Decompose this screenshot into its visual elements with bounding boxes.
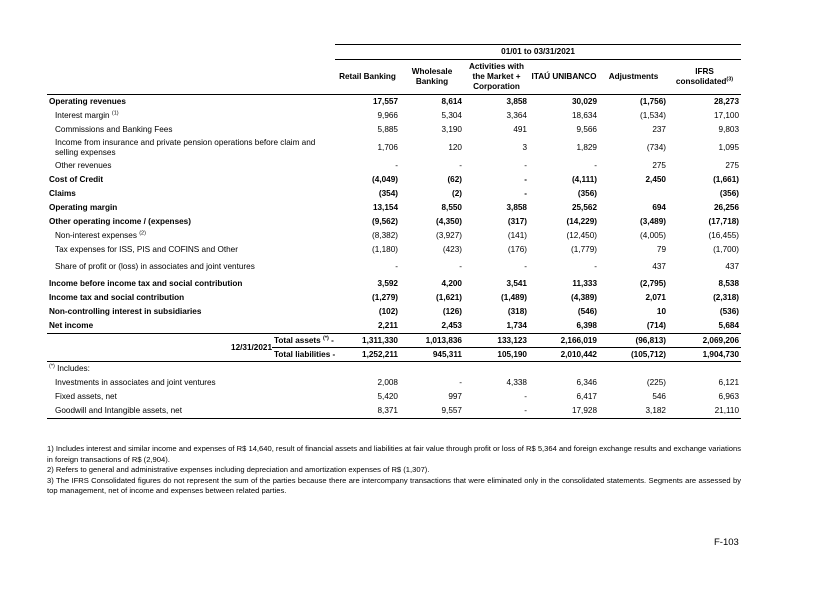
- value-cell: (96,813): [599, 334, 668, 348]
- value-cell: 237: [652, 125, 666, 134]
- value-cell: (3,927): [436, 231, 462, 240]
- value-cell: 25,562: [571, 203, 597, 212]
- value-cell: (9,562): [372, 217, 398, 226]
- value-cell: 3,858: [506, 203, 527, 212]
- value-cell: 2,453: [400, 319, 464, 334]
- table-row: [47, 201, 741, 215]
- column-header: Activities with the Market + Corporation: [464, 60, 529, 95]
- value-cell: (2): [451, 189, 462, 198]
- value-cell: (16,455): [708, 231, 740, 240]
- table-row: [47, 159, 741, 173]
- value-cell: (225): [646, 378, 666, 387]
- value-cell: 17,557: [372, 97, 398, 106]
- value-cell: 5,420: [377, 392, 398, 401]
- value-cell: (714): [599, 319, 668, 334]
- row-label: Income tax and social contribution: [49, 293, 185, 302]
- value-cell: 2,071: [645, 293, 666, 302]
- value-cell: 6,121: [718, 378, 740, 387]
- table-row: [47, 215, 741, 229]
- value-cell: (17,718): [708, 217, 740, 226]
- value-cell: (62): [447, 175, 462, 184]
- value-cell: -: [524, 262, 527, 271]
- page-number: F-103: [714, 537, 739, 548]
- value-cell: 21,110: [668, 404, 741, 419]
- value-cell: (734): [646, 143, 666, 152]
- value-cell: 1,829: [576, 143, 597, 152]
- value-cell: 1,311,330: [335, 334, 400, 348]
- value-cell: 5,304: [441, 111, 462, 120]
- value-cell: 491: [513, 125, 527, 134]
- value-cell: 1,706: [377, 143, 398, 152]
- value-cell: (1,279): [372, 293, 398, 302]
- footnotes: [47, 444, 741, 497]
- value-cell: 694: [652, 203, 666, 212]
- value-cell: 30,029: [571, 97, 597, 106]
- table-row: [47, 137, 741, 159]
- value-cell: (1,489): [501, 293, 527, 302]
- value-cell: 105,190: [464, 348, 529, 362]
- value-cell: 275: [652, 161, 666, 170]
- value-cell: 133,123: [464, 334, 529, 348]
- value-cell: 945,311: [400, 348, 464, 362]
- row-label: Interest margin $^{(1)}$: [55, 110, 119, 120]
- value-cell: (14,229): [566, 217, 597, 226]
- value-cell: 8,614: [441, 97, 462, 106]
- value-cell: (2,795): [640, 279, 666, 288]
- value-cell: (8,382): [372, 231, 398, 240]
- value-cell: (4,111): [571, 175, 597, 184]
- value-cell: 437: [725, 262, 740, 271]
- row-label: Income from insurance and private pension operations before claim and selling expenses: [55, 138, 316, 157]
- row-label: Claims: [49, 189, 76, 198]
- value-cell: 3,858: [506, 97, 527, 106]
- value-cell: 1,013,836: [400, 334, 464, 348]
- row-label: Non-interest expenses $^{(2)}$: [55, 230, 146, 240]
- value-cell: 5,885: [377, 125, 398, 134]
- value-cell: [599, 187, 668, 201]
- value-cell: 9,566: [576, 125, 597, 134]
- value-cell: 2,008: [377, 378, 398, 387]
- value-cell: 6,417: [576, 392, 597, 401]
- column-header: Adjustments: [599, 60, 668, 95]
- value-cell: (423): [442, 245, 462, 254]
- row-label: Tax expenses for ISS, PIS and COFINS and Other: [55, 245, 238, 254]
- value-cell: 6,346: [576, 378, 597, 387]
- value-cell: (536): [719, 307, 740, 316]
- table-row: [47, 229, 741, 243]
- value-cell: 4,338: [506, 378, 527, 387]
- row-label: Other revenues: [55, 161, 112, 170]
- value-cell: 9,803: [718, 125, 740, 134]
- value-cell: -: [524, 161, 527, 170]
- value-cell: 1,095: [718, 143, 740, 152]
- value-cell: (1,779): [571, 245, 597, 254]
- value-cell: 6,398: [529, 319, 599, 334]
- value-cell: 17,928: [529, 404, 599, 419]
- row-label: Commissions and Banking Fees: [55, 125, 173, 134]
- value-cell: (4,389): [571, 293, 597, 302]
- value-cell: -: [459, 161, 462, 170]
- row-label: Share of profit or (loss) in associates and joint ventures: [55, 262, 255, 271]
- value-cell: (318): [507, 307, 527, 316]
- value-cell: 3,182: [599, 404, 668, 419]
- value-cell: -: [524, 189, 527, 198]
- value-cell: 120: [448, 143, 462, 152]
- value-cell: -: [524, 175, 527, 184]
- value-cell: (546): [577, 307, 597, 316]
- footnote-2: 2) Refers to general and administrative expenses including depreciation and amortization expenses of R$ (1,307).: [47, 465, 430, 475]
- value-cell: (4,005): [640, 231, 666, 240]
- value-cell: (102): [378, 307, 398, 316]
- footnote-3: 3) The IFRS Consolidated figures do not represent the sum of the parties because there are intercompany transactions that were eliminated only in the consolidated statements. Segments are assessed by top management, net of income and expenses between related parties.: [47, 475, 741, 496]
- table-row: [47, 123, 741, 137]
- footnote-1: 1) Includes interest and similar income and expenses of R$ 14,640, result of financial assets and liabilities at fair value through profit or loss of R$ 5,364 and foreign exchange results and exchange variations in foreign transactions of R$ (2,904).: [47, 444, 741, 464]
- row-label: Operating revenues: [49, 97, 126, 106]
- row-label: Operating margin: [49, 203, 118, 212]
- value-cell: (1,700): [713, 245, 740, 254]
- row-label: Investments in associates and joint ventures: [55, 378, 216, 387]
- balance-date: 12/31/2021: [47, 334, 272, 362]
- value-cell: 2,450: [645, 175, 666, 184]
- value-cell: 3,541: [506, 279, 527, 288]
- value-cell: 2,010,442: [529, 348, 599, 362]
- table-row: [47, 257, 741, 277]
- table-row: [47, 173, 741, 187]
- table-row: [47, 390, 741, 404]
- value-cell: -: [395, 161, 398, 170]
- value-cell: 10: [656, 307, 666, 316]
- value-cell: (1,756): [640, 97, 666, 106]
- value-cell: (126): [442, 307, 462, 316]
- value-cell: (12,450): [566, 231, 597, 240]
- value-cell: (1,621): [436, 293, 462, 302]
- segment-results-table: [47, 44, 741, 419]
- value-cell: -: [459, 262, 462, 271]
- value-cell: 3,592: [377, 279, 398, 288]
- value-cell: 1,252,211: [335, 348, 400, 362]
- value-cell: 3: [522, 143, 527, 152]
- includes-label: (*) Includes:: [49, 363, 90, 373]
- value-cell: 8,550: [441, 203, 462, 212]
- value-cell: 6,963: [718, 392, 740, 401]
- column-header: ITAÚ UNIBANCO: [529, 60, 599, 95]
- table-row: [47, 319, 741, 334]
- value-cell: 79: [656, 245, 666, 254]
- row-label: Net income: [47, 319, 335, 334]
- value-cell: 17,100: [713, 111, 740, 120]
- value-cell: 437: [652, 262, 666, 271]
- value-cell: (356): [577, 189, 597, 198]
- value-cell: (1,180): [372, 245, 398, 254]
- value-cell: 8,371: [335, 404, 400, 419]
- value-cell: (2,318): [713, 293, 740, 302]
- value-cell: (354): [378, 189, 398, 198]
- table-row: [47, 404, 741, 419]
- row-label: Cost of Credit: [49, 175, 104, 184]
- value-cell: 2,166,019: [529, 334, 599, 348]
- value-cell: (1,661): [713, 175, 740, 184]
- value-cell: -: [459, 378, 462, 387]
- column-header: Wholesale Banking: [400, 60, 464, 95]
- total-liabilities-label: Total liabilities -: [272, 348, 335, 362]
- value-cell: -: [524, 392, 527, 401]
- column-header: Retail Banking: [335, 60, 400, 95]
- value-cell: 5,684: [668, 319, 741, 334]
- value-cell: 997: [448, 392, 462, 401]
- value-cell: -: [395, 262, 398, 271]
- value-cell: 3,190: [441, 125, 462, 134]
- value-cell: 13,154: [372, 203, 398, 212]
- row-label: Other operating income / (expenses): [49, 217, 191, 226]
- table-row: [47, 95, 741, 110]
- value-cell: 18,634: [571, 111, 597, 120]
- value-cell: -: [594, 161, 597, 170]
- value-cell: (176): [507, 245, 527, 254]
- value-cell: 2,069,206: [668, 334, 741, 348]
- value-cell: 2,211: [335, 319, 400, 334]
- value-cell: 9,557: [400, 404, 464, 419]
- value-cell: (141): [507, 231, 527, 240]
- value-cell: 3,364: [506, 111, 527, 120]
- value-cell: (1,534): [640, 111, 666, 120]
- value-cell: 4,200: [441, 279, 462, 288]
- value-cell: -: [464, 404, 529, 419]
- table-row: [47, 109, 741, 123]
- row-label: Non-controlling interest in subsidiaries: [49, 307, 202, 316]
- includes-header-row: [47, 362, 741, 377]
- value-cell: 8,538: [718, 279, 740, 288]
- value-cell: (317): [507, 217, 527, 226]
- row-label: Income before income tax and social contribution: [49, 279, 243, 288]
- value-cell: (105,712): [599, 348, 668, 362]
- total-assets-row: [47, 334, 741, 348]
- value-cell: 275: [725, 161, 740, 170]
- table-row: [47, 243, 741, 257]
- value-cell: 26,256: [713, 203, 740, 212]
- value-cell: 9,966: [377, 111, 398, 120]
- table-row: [47, 305, 741, 319]
- value-cell: (4,350): [436, 217, 462, 226]
- value-cell: 28,273: [713, 97, 740, 106]
- table-row: [47, 291, 741, 305]
- value-cell: (3,489): [640, 217, 666, 226]
- period-header: 01/01 to 03/31/2021: [335, 45, 741, 60]
- total-assets-label: Total assets (*) -: [272, 334, 335, 348]
- column-header: IFRS consolidated$^{(3)}$: [668, 60, 741, 95]
- value-cell: -: [594, 262, 597, 271]
- value-cell: 11,333: [572, 279, 597, 288]
- value-cell: 1,734: [464, 319, 529, 334]
- value-cell: 1,904,730: [668, 348, 741, 362]
- table-row: [47, 376, 741, 390]
- row-label: Goodwill and Intangible assets, net: [47, 404, 335, 419]
- value-cell: (356): [719, 189, 740, 198]
- value-cell: (4,049): [372, 175, 398, 184]
- table-row: [47, 187, 741, 201]
- value-cell: 546: [652, 392, 666, 401]
- row-label: Fixed assets, net: [55, 392, 117, 401]
- table-row: [47, 277, 741, 291]
